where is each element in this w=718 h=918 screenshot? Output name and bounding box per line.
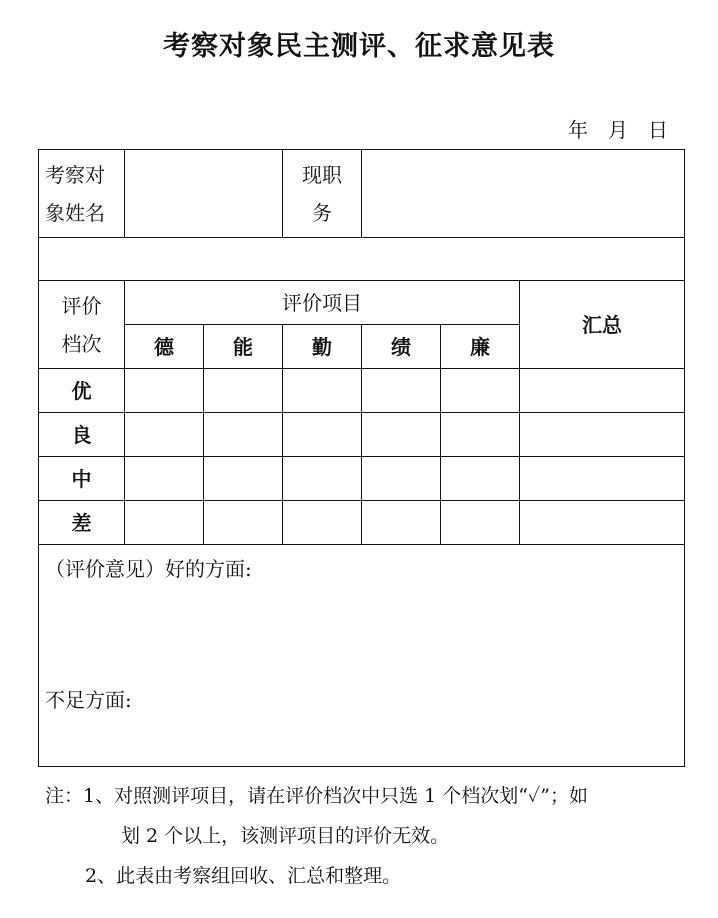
grade-label-good: 良: [39, 413, 125, 457]
summary-cell[interactable]: [520, 457, 685, 501]
check-cell[interactable]: [125, 369, 204, 413]
candidate-name-label-line2: 象姓名: [45, 200, 105, 225]
current-position-label: [283, 150, 362, 238]
check-cell[interactable]: [204, 369, 283, 413]
check-cell[interactable]: [283, 413, 362, 457]
date-month-label: 月: [608, 118, 630, 142]
grade-row-excellent: [39, 369, 685, 413]
check-cell[interactable]: [283, 457, 362, 501]
form-title: 考察对象民主测评、征求意见表: [163, 31, 555, 62]
current-position-label-line2: 务: [312, 200, 332, 225]
candidate-name-field[interactable]: [125, 150, 283, 238]
check-cell[interactable]: [362, 413, 441, 457]
opinion-strengths-label: （评价意见）好的方面:: [45, 557, 252, 581]
grade-level-header-line2: 档次: [61, 331, 102, 356]
check-cell[interactable]: [125, 413, 204, 457]
check-cell[interactable]: [441, 413, 520, 457]
evaluation-items-header: 评价项目: [125, 281, 520, 325]
check-cell[interactable]: [283, 501, 362, 545]
candidate-info-row: [39, 150, 685, 238]
summary-cell[interactable]: [520, 413, 685, 457]
item-header-de: 德: [125, 325, 204, 369]
candidate-name-label: [39, 150, 125, 238]
check-cell[interactable]: [204, 501, 283, 545]
grade-row-good: [39, 413, 685, 457]
blank-cell: [39, 238, 685, 281]
candidate-name-label-line1: 考察对: [45, 162, 105, 187]
summary-header: 汇总: [520, 281, 685, 369]
opinion-row: [39, 545, 685, 767]
opinion-field[interactable]: [39, 545, 685, 767]
item-header-qin: 勤: [283, 325, 362, 369]
check-cell[interactable]: [283, 369, 362, 413]
check-cell[interactable]: [362, 369, 441, 413]
check-cell[interactable]: [204, 457, 283, 501]
header-row-1: [39, 281, 685, 325]
check-cell[interactable]: [125, 501, 204, 545]
form-notes: [45, 776, 685, 896]
item-header-ji: 绩: [362, 325, 441, 369]
evaluation-form-table: [38, 149, 685, 767]
check-cell[interactable]: [441, 457, 520, 501]
item-header-neng: 能: [204, 325, 283, 369]
check-cell[interactable]: [125, 457, 204, 501]
item-header-lian: 廉: [441, 325, 520, 369]
summary-cell[interactable]: [520, 369, 685, 413]
date-line: [568, 114, 670, 143]
current-position-field[interactable]: [362, 150, 685, 238]
grade-label-average: 中: [39, 457, 125, 501]
opinion-weaknesses-label: 不足方面:: [45, 688, 132, 712]
note-line-1: 注：1、对照测评项目，请在评价档次中只选 1 个档次划“✓”；如: [45, 785, 588, 807]
check-cell[interactable]: [362, 457, 441, 501]
note-line-2: 划 2 个以上，该测评项目的评价无效。: [121, 825, 450, 847]
check-cell[interactable]: [204, 413, 283, 457]
check-cell[interactable]: [441, 369, 520, 413]
date-day-label: 日: [648, 118, 670, 142]
grade-row-poor: [39, 501, 685, 545]
date-year-label: 年: [568, 118, 590, 142]
summary-cell[interactable]: [520, 501, 685, 545]
check-cell[interactable]: [441, 501, 520, 545]
blank-row: [39, 238, 685, 281]
grade-level-header: [39, 281, 125, 369]
grade-level-header-line1: 评价: [61, 293, 102, 318]
check-cell[interactable]: [362, 501, 441, 545]
current-position-label-line1: 现职: [302, 162, 342, 187]
grade-row-average: [39, 457, 685, 501]
note-line-3: 2、此表由考察组回收、汇总和整理。: [85, 865, 402, 887]
grade-label-poor: 差: [39, 501, 125, 545]
grade-label-excellent: 优: [39, 369, 125, 413]
